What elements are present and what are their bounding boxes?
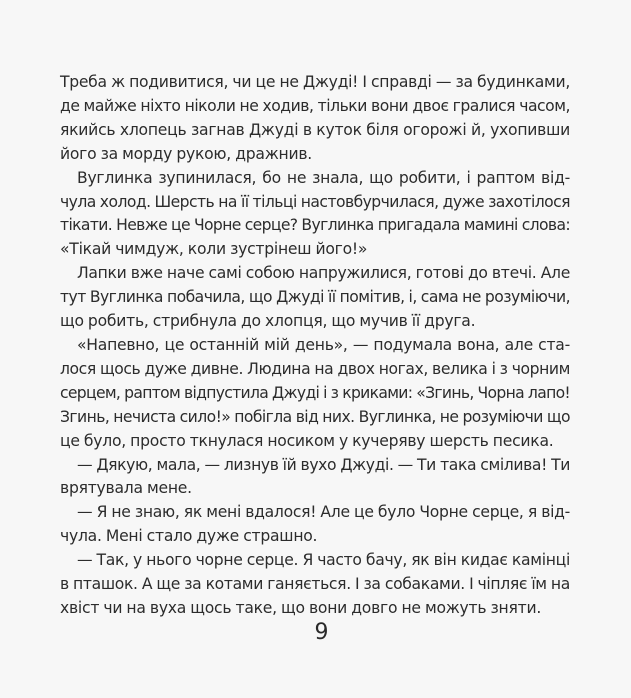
paragraph bbox=[60, 549, 570, 621]
text-line: в пташок. А ще за котами ганяється. І за собаками. І чіпляє їм на bbox=[60, 575, 570, 594]
text-line: чула холод. Шерсть на її тільці настовбурчилася, дуже захотілося bbox=[60, 192, 570, 211]
text-line: Лапки вже наче самі собою напружилися, готові до втечі. Але bbox=[77, 264, 570, 283]
text-line: хвіст чи на вуха щось таке, що вони довго не можуть зняти. bbox=[60, 598, 542, 617]
paragraph bbox=[60, 167, 570, 263]
paragraph bbox=[60, 501, 570, 549]
text-line: серцем, раптом відпустила Джуді і з криками: «Згинь, Чорна лапо! bbox=[60, 383, 570, 402]
text-line: тікати. Невже це Чорне серце? Вуглинка пригадала мамині слова: bbox=[60, 216, 570, 235]
text-line: — Я не знаю, як мені вдалося! Але це було Чорне серце, я від- bbox=[77, 503, 570, 522]
text-line: — Так, у нього чорне серце. Я часто бачу, як він кидає камінці bbox=[77, 551, 570, 570]
text-line: чула. Мені стало дуже страшно. bbox=[60, 527, 318, 546]
text-line: де майже ніхто ніколи не ходив, тільки вони двоє гралися часом, bbox=[60, 96, 570, 115]
paragraph bbox=[60, 262, 570, 334]
text-line: тут Вуглинка побачила, що Джуді її помітив, і, сама не розуміючи, bbox=[60, 288, 570, 307]
text-line: Треба ж подивитися, чи це не Джуді! І справді — за будинками, bbox=[60, 73, 570, 91]
text-line: «Напевно, це останній мій день», — подумала вона, але ста- bbox=[77, 335, 570, 354]
text-line: Згинь, нечиста сило!» побігла від них. Вуглинка, не розуміючи що bbox=[60, 407, 570, 426]
paragraph bbox=[60, 454, 570, 502]
page-number: 9 bbox=[314, 620, 329, 645]
text-line: лося щось дуже дивне. Людина на двох ногах, велика і з чорним bbox=[60, 359, 570, 378]
paragraph bbox=[60, 71, 570, 167]
text-line: врятувала мене. bbox=[60, 479, 192, 498]
text-line: його за морду рукою, дражнив. bbox=[60, 144, 312, 163]
text-line: якийсь хлопець загнав Джуді в куток біля огорожі й, ухопивши bbox=[60, 120, 570, 139]
paragraph bbox=[60, 334, 570, 454]
text-line: Вуглинка зупинилася, бо не знала, що робити, і раптом від- bbox=[77, 168, 570, 187]
text-line: «Тікай чимдуж, коли зустрінеш його!» bbox=[60, 240, 368, 259]
text-line: це було, просто ткнулася носиком у кучеряву шерсть песика. bbox=[60, 431, 554, 450]
text-line: — Дякую, мала, — лизнув їй вухо Джуді. — Ти така смілива! Ти bbox=[77, 455, 570, 474]
text-line: що робить, стрибнула до хлопця, що мучив її друга. bbox=[60, 312, 476, 331]
body-text bbox=[60, 71, 570, 621]
